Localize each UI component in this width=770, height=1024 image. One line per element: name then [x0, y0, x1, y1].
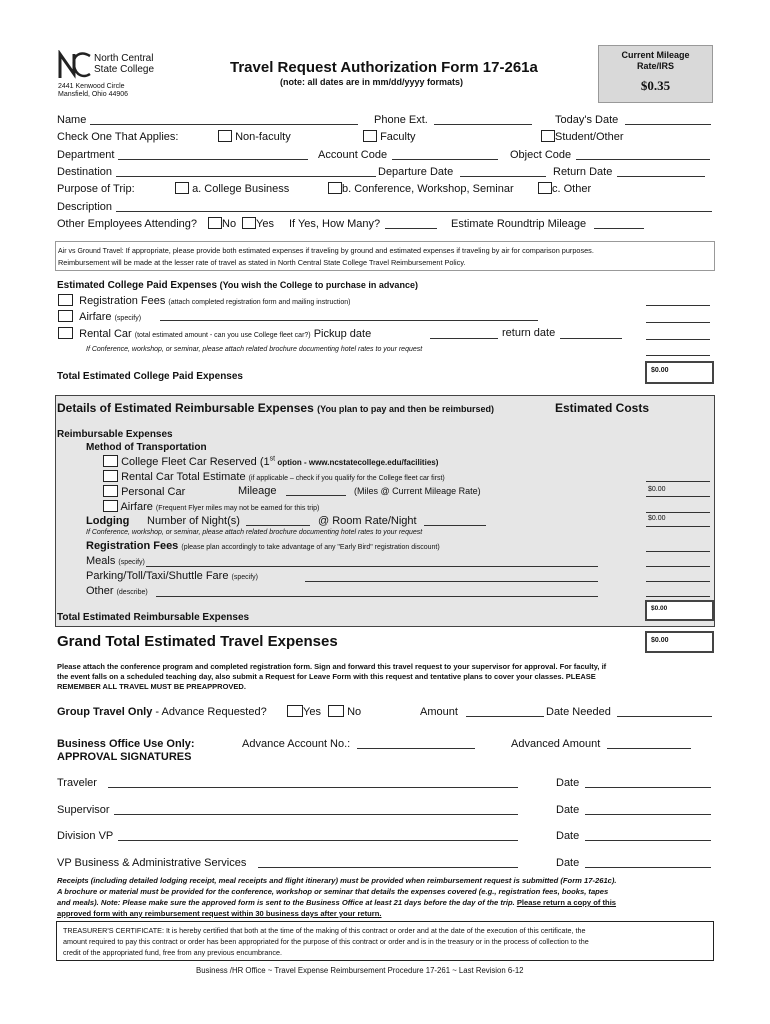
- college-paid-total-value: [645, 361, 714, 384]
- other-label: Other: [86, 585, 114, 597]
- phone-field[interactable]: [434, 124, 532, 125]
- supervisor-date-label: Date: [556, 804, 580, 816]
- rental-note: (total estimated amount - can you use College fleet car?): [134, 332, 311, 339]
- traveler-date-label: Date: [556, 777, 580, 789]
- room-rate-field[interactable]: [424, 525, 486, 526]
- non-faculty-option[interactable]: [218, 130, 291, 143]
- destination-field[interactable]: [116, 176, 376, 177]
- reimbursable-heading: [57, 401, 494, 415]
- group-travel-amount-label: Amount: [420, 706, 458, 718]
- phone-label: Phone Ext.: [374, 114, 428, 126]
- student-checkbox[interactable]: [541, 130, 555, 142]
- instructions-line3: REMEMBER ALL TRAVEL MUST BE PREAPPROVED.: [57, 682, 246, 691]
- air-ground-note-prefix: Air vs Ground Travel:: [58, 248, 124, 255]
- college-paid-heading-note: (You wish the College to purchase in advance): [219, 280, 418, 290]
- rental-row[interactable]: [58, 327, 371, 340]
- parking-cost-field[interactable]: [646, 581, 710, 582]
- reimbursable-total-value: [645, 600, 714, 621]
- parking-label: Parking/Toll/Taxi/Shuttle Fare: [86, 570, 229, 582]
- treasurer-certificate-box: [56, 921, 714, 961]
- purpose-b-option[interactable]: [328, 182, 514, 195]
- advance-account-label: Advance Account No.:: [242, 738, 351, 750]
- parking-note: (specify): [231, 574, 258, 581]
- student-label: Student/Other: [555, 131, 624, 143]
- parking-row: [86, 570, 258, 582]
- rental-checkbox[interactable]: [58, 327, 73, 339]
- college-name-line2: State College: [94, 64, 155, 75]
- mileage-value: $0.35: [640, 78, 671, 93]
- registration-label: Registration Fees: [79, 295, 166, 307]
- advanced-amount-label: Advanced Amount: [511, 738, 601, 750]
- other-describe-field[interactable]: [156, 596, 598, 597]
- traveler-date-field[interactable]: [585, 787, 711, 788]
- nights-label: Number of Night(s): [147, 515, 240, 527]
- registration-row[interactable]: [58, 294, 351, 307]
- parking-specify-field[interactable]: [305, 581, 598, 582]
- meals-label: Meals: [86, 555, 116, 567]
- division-vp-date-field[interactable]: [585, 840, 711, 841]
- other-employees-yes-checkbox[interactable]: [242, 217, 256, 229]
- airfare-specify-field[interactable]: [160, 320, 538, 321]
- address-line2: Mansfield, Ohio 44906: [58, 91, 129, 98]
- faculty-label: Faculty: [380, 131, 416, 143]
- room-rate-label: @ Room Rate/Night: [318, 515, 417, 527]
- personal-car-row[interactable]: [103, 485, 185, 498]
- college-paid-total-text: $0.00: [651, 367, 669, 374]
- description-label: Description: [57, 201, 113, 213]
- college-paid-heading-text: Estimated College Paid Expenses: [57, 280, 218, 291]
- purpose-c-option[interactable]: [538, 182, 591, 195]
- instructions-line2: the event falls on a scheduled teaching day, also submit a Request for Leave Form with this request and tentative plans to cover your classes. PLEASE: [57, 672, 596, 681]
- name-field[interactable]: [90, 124, 358, 125]
- group-travel-label: Group Travel Only: [57, 706, 153, 718]
- college-logo: [58, 50, 155, 80]
- method-transportation-label: Method of Transportation: [86, 442, 207, 453]
- group-travel-no-checkbox[interactable]: [328, 705, 344, 717]
- college-paid-conference-note: If Conference, workshop, or seminar, please attach related brochure documenting hotel rates to your request: [86, 346, 423, 353]
- lodging-cost-line: [646, 526, 710, 527]
- other-row: [86, 585, 148, 597]
- lodging-conference-note: If Conference, workshop, or seminar, please attach related brochure documenting hotel rates to your request: [86, 529, 423, 536]
- mileage-label-line1: Current Mileage: [621, 50, 690, 60]
- personal-car-label: Personal Car: [121, 486, 186, 498]
- group-travel-advance-label: - Advance Requested?: [152, 706, 267, 718]
- purpose-label: Purpose of Trip:: [57, 183, 135, 195]
- check-one-label: Check One That Applies:: [57, 131, 179, 143]
- group-travel-amount-field[interactable]: [466, 716, 544, 717]
- registration-note: (attach completed registration form and mailing instruction): [168, 299, 351, 306]
- advance-account-field[interactable]: [357, 748, 475, 749]
- airfare-reimb-cost-field[interactable]: [646, 512, 710, 513]
- other-note: (describe): [116, 589, 148, 596]
- vp-business-date-field[interactable]: [585, 867, 711, 868]
- address-line1: 2441 Kenwood Circle: [58, 83, 125, 90]
- department-label: Department: [57, 149, 115, 161]
- airfare-note: (specify): [114, 315, 142, 322]
- receipts-line4: approved form with any reimbursement request within 30 business days after your return.: [57, 909, 382, 918]
- other-employees-no-checkbox[interactable]: [208, 217, 222, 229]
- purpose-a-label: a. College Business: [192, 183, 290, 195]
- airfare-reimb-label: Airfare: [120, 501, 153, 513]
- registration-reimb-cost-field[interactable]: [646, 551, 710, 552]
- personal-mileage-note: (Miles @ Current Mileage Rate): [354, 486, 481, 496]
- meals-specify-field[interactable]: [146, 566, 598, 567]
- advanced-amount-field[interactable]: [607, 748, 691, 749]
- registration-checkbox[interactable]: [58, 294, 73, 306]
- meals-cost-field[interactable]: [646, 566, 710, 567]
- registration-reimb-row: [86, 540, 440, 552]
- supervisor-label: Supervisor: [57, 804, 110, 816]
- business-office-label: Business Office Use Only:: [57, 738, 195, 750]
- account-code-field[interactable]: [392, 159, 498, 160]
- rental-return-date-label: return date: [502, 327, 556, 339]
- description-field[interactable]: [116, 211, 712, 212]
- roundtrip-mileage-label: Estimate Roundtrip Mileage: [451, 218, 587, 230]
- roundtrip-mileage-field[interactable]: [594, 228, 644, 229]
- fleet-car-checkbox[interactable]: [103, 455, 118, 467]
- rental-estimate-cost-field[interactable]: [646, 481, 710, 482]
- group-travel-no-label: No: [347, 706, 362, 718]
- rental-label: Rental Car: [79, 328, 132, 340]
- nights-field[interactable]: [246, 525, 310, 526]
- registration-reimb-label: Registration Fees: [86, 540, 179, 552]
- lodging-cost-value: $0.00: [648, 515, 666, 522]
- form-note: (note: all dates are in mm/dd/yyyy formats): [280, 77, 464, 87]
- department-field[interactable]: [118, 159, 308, 160]
- airfare-reimb-note: (Frequent Flyer miles may not be earned for this trip): [155, 505, 320, 512]
- fleet-car-sup: st: [269, 455, 276, 463]
- college-name-line1: North Central: [94, 53, 154, 64]
- departure-date-label: Departure Date: [378, 166, 454, 178]
- airfare-checkbox[interactable]: [58, 310, 73, 322]
- non-faculty-checkbox[interactable]: [218, 130, 232, 142]
- group-travel-date-needed-label: Date Needed: [546, 706, 611, 718]
- lodging-label: Lodging: [86, 515, 130, 527]
- personal-mileage-label: Mileage: [238, 485, 277, 497]
- air-ground-note-line1: [58, 246, 594, 255]
- destination-label: Destination: [57, 166, 113, 178]
- group-travel-no-option[interactable]: [328, 705, 361, 718]
- name-label: Name: [57, 114, 87, 126]
- air-ground-note-line2: Reimbursement will be made at the lesser rate of travel as stated in North Central State College Travel Reimbursement Policy.: [58, 258, 466, 267]
- rental-return-date-field[interactable]: [560, 338, 622, 339]
- purpose-b-label: b. Conference, Workshop, Seminar: [342, 183, 514, 195]
- rental-estimate-checkbox[interactable]: [103, 470, 118, 482]
- todays-date-field[interactable]: [625, 124, 711, 125]
- departure-date-field[interactable]: [460, 176, 546, 177]
- vp-business-signature-field[interactable]: [258, 867, 518, 868]
- nc-logo-icon: [58, 50, 92, 80]
- return-date-label: Return Date: [553, 166, 613, 178]
- object-code-field[interactable]: [576, 159, 710, 160]
- estimated-costs-heading: Estimated Costs: [555, 401, 650, 415]
- other-employees-no-option[interactable]: [208, 217, 236, 230]
- reimbursable-total-text: $0.00: [651, 605, 668, 612]
- airfare-reimb-checkbox[interactable]: [103, 500, 118, 512]
- division-vp-label: Division VP: [57, 830, 114, 842]
- treasurer-line2: amount required to pay this contract or order has been appropriated for the purpose of this contract or order and is in the treasury or in the process of collection to the: [63, 937, 589, 946]
- supervisor-date-field[interactable]: [585, 814, 711, 815]
- return-date-field[interactable]: [617, 176, 705, 177]
- instructions-line1: Please attach the conference program and completed registration form. Sign and forward this travel request to your supervisor for approval. For faculty, if: [57, 662, 607, 671]
- vp-business-label: VP Business & Administrative Services: [57, 857, 247, 869]
- other-employees-yes-label: Yes: [256, 218, 274, 230]
- group-travel-row: [57, 706, 267, 718]
- treasurer-line1: TREASURER'S CERTIFICATE: It is hereby certified that both at the time of the making of this contract or order and at the date of the execution of this certificate, the: [63, 926, 586, 935]
- airfare-label: Airfare: [79, 311, 112, 323]
- object-code-label: Object Code: [510, 149, 572, 161]
- group-travel-yes-checkbox[interactable]: [287, 705, 303, 717]
- personal-mileage-field[interactable]: [286, 495, 346, 496]
- purpose-c-label: c. Other: [552, 183, 592, 195]
- air-ground-note-text1: If appropriate, please provide both estimated expenses if traveling by ground and estimated expenses if traveling by air for comparison purposes.: [123, 246, 594, 255]
- fleet-car-row[interactable]: [103, 455, 438, 468]
- account-code-label: Account Code: [318, 149, 388, 161]
- non-faculty-label: Non-faculty: [235, 131, 291, 143]
- personal-car-cost-line: [646, 496, 710, 497]
- reimbursable-expenses-label: Reimbursable Expenses: [57, 429, 173, 440]
- grand-total-value: [645, 631, 714, 653]
- mileage-rate-box: [598, 45, 713, 103]
- personal-car-cost-value: $0.00: [648, 486, 666, 493]
- grand-total-label: Grand Total Estimated Travel Expenses: [57, 633, 338, 650]
- receipts-line3b: Please return a copy of this: [516, 898, 617, 907]
- receipts-line1: Receipts (including detailed lodging receipt, meal receipts and flight itinerary) must be provided when reimbursement request is submitted (Form 17-261c).: [57, 876, 617, 885]
- purpose-a-checkbox[interactable]: [175, 182, 189, 194]
- how-many-field[interactable]: [385, 228, 437, 229]
- other-employees-label: Other Employees Attending?: [57, 218, 198, 230]
- rental-estimate-note: (if applicable – check if you qualify for the College fleet car first): [248, 475, 445, 482]
- mileage-label-line2: Rate/IRS: [636, 61, 674, 71]
- airfare-cost-field[interactable]: [646, 322, 710, 323]
- rental-estimate-row[interactable]: [103, 470, 445, 483]
- division-vp-date-label: Date: [556, 830, 580, 842]
- vp-business-date-label: Date: [556, 857, 580, 869]
- group-travel-yes-option[interactable]: [287, 705, 321, 718]
- form-title: Travel Request Authorization Form 17-261a: [230, 59, 538, 76]
- pickup-date-field[interactable]: [430, 338, 498, 339]
- division-vp-signature-field[interactable]: [118, 840, 518, 841]
- receipts-line2: A brochure or material must be provided for the conference, workshop or seminar that details the expenses covered (e.g., registration fees, books, tapes: [57, 887, 609, 896]
- receipts-line3: [57, 898, 616, 907]
- treasurer-line3: credit of the appropriated fund, free from any previous encumbrance.: [63, 948, 282, 957]
- fleet-car-label: College Fleet Car Reserved (1: [121, 456, 270, 468]
- college-paid-total-label: Total Estimated College Paid Expenses: [57, 371, 243, 382]
- other-employees-no-label: No: [222, 218, 237, 230]
- registration-cost-field[interactable]: [646, 305, 710, 306]
- meals-note: (specify): [118, 559, 145, 566]
- footer-text: Business /HR Office ~ Travel Expense Reimbursement Procedure 17-261 ~ Last Revision 6-12: [196, 966, 524, 975]
- meals-row: [86, 555, 145, 567]
- group-travel-yes-label: Yes: [303, 706, 321, 718]
- faculty-checkbox[interactable]: [363, 130, 377, 142]
- purpose-b-checkbox[interactable]: [328, 182, 342, 194]
- airfare-reimb-row[interactable]: [103, 500, 319, 513]
- personal-car-checkbox[interactable]: [103, 485, 118, 497]
- approval-signatures-label: APPROVAL SIGNATURES: [57, 751, 192, 763]
- traveler-label: Traveler: [57, 777, 97, 789]
- receipts-line3a: and meals). Note: Please make sure the approved form is sent to the Business Office at least 21 days before the day of the trip.: [57, 898, 517, 907]
- pickup-date-label: Pickup date: [313, 328, 372, 340]
- reimbursable-heading-note: (You plan to pay and then be reimbursed): [317, 404, 494, 414]
- reimbursable-heading-text: Details of Estimated Reimbursable Expenses: [57, 401, 314, 415]
- group-travel-date-needed-field[interactable]: [617, 716, 712, 717]
- grand-total-text: $0.00: [651, 637, 669, 644]
- air-ground-note-box: [55, 241, 715, 271]
- rental-cost-field[interactable]: [646, 339, 710, 340]
- supervisor-signature-field[interactable]: [114, 814, 518, 815]
- faculty-option[interactable]: [363, 130, 416, 143]
- how-many-label: If Yes, How Many?: [289, 218, 381, 230]
- todays-date-label: Today's Date: [555, 114, 619, 126]
- lodging-row: [86, 515, 129, 527]
- other-employees-yes-option[interactable]: [242, 217, 274, 230]
- traveler-signature-field[interactable]: [108, 787, 518, 788]
- conference-cost-field[interactable]: [646, 355, 710, 356]
- fleet-car-rest: option - www.ncstatecollege.edu/facilities): [275, 458, 439, 467]
- student-option[interactable]: [541, 130, 624, 143]
- rental-estimate-label: Rental Car Total Estimate: [121, 471, 246, 483]
- college-paid-heading: [57, 280, 418, 291]
- other-cost-field[interactable]: [646, 596, 710, 597]
- purpose-a-option[interactable]: [175, 182, 289, 195]
- purpose-c-checkbox[interactable]: [538, 182, 552, 194]
- airfare-row[interactable]: [58, 310, 141, 323]
- reimbursable-total-label: Total Estimated Reimbursable Expenses: [57, 612, 250, 623]
- registration-reimb-note: (please plan accordingly to take advantage of any "Early Bird" registration discount): [181, 544, 440, 551]
